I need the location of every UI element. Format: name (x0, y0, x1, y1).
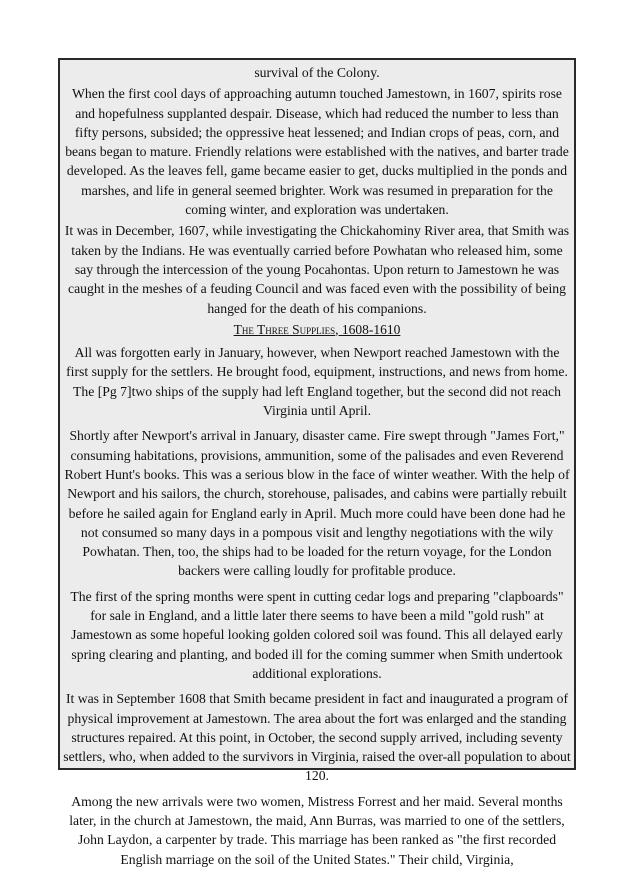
paragraph-first-supply: All was forgotten early in January, however, when Newport reached Jamestown with the first supply for the settlers. He brought food, equipment, instructions, and news from home. The [Pg 7]two ships of the supply had left England together, but the second did not reach Virginia until April. (66, 345, 568, 419)
section-heading-years: , 1608-1610 (335, 321, 401, 337)
document-body (60, 60, 574, 869)
paragraph-new-arrivals: Among the new arrivals were two women, Mistress Forrest and her maid. Several months later, in the church at Jamestown, the maid, Ann Burras, was married to one of the settlers, John Laydon, a carpenter by trade. This marriage has been ranked as "the first recorded English marriage on the soil of the United States." Their child, Virginia, (69, 793, 565, 867)
paragraph-smith-captured: It was in December, 1607, while investigating the Chickahominy River area, that Smith was taken by the Indians. He was eventually carried before Powhatan who released him, some say through the intercession of the young Pocahontas. Upon return to Jamestown he was caught in the meshes of a feuding Council and was faced even with the possibility of being hanged for the death of his companions. (64, 223, 570, 316)
section-heading (62, 320, 572, 339)
section-heading-title: The Three Supplies (233, 321, 336, 337)
paragraph-spring: The first of the spring months were spent in cutting cedar logs and preparing "clapboards" for sale in England, and a little later there seems to have been a mild "gold rush" at Jamestown as some hopeful looking golden colored soil was found. This all delayed early spring clearing and planting, and boded ill for the coming summer when Smith undertook additional explorations. (70, 588, 564, 681)
paragraph-fire: Shortly after Newport's arrival in January, disaster came. Fire swept through "James Fort," consuming habitations, provisions, ammunition, some of the palisades and even Reverend Robert Hunt's books. This was a serious blow in the face of winter weather. With the help of Newport and his sailors, the church, storehouse, palisades, and cabins were partially rebuilt before he sailed again for England early in April. Much more could have been done had he not consumed so many days in a pompous visit and lengthy negotiations with the wily Powhatan. Then, too, the ships had to be loaded for the return voyage, for the London backers were calling loudly for profitable produce. (64, 428, 570, 579)
paragraph-autumn: When the first cool days of approaching autumn touched Jamestown, in 1607, spirits rose and hopefulness supplanted despair. Disease, which had reduced the number to less than fifty persons, subsided; the oppressive heat lessened; and Indian crops of peas, corn, and beans began to mature. Friendly relations were established with the natives, and barter trade developed. As the leaves fell, game became easier to get, ducks multiplied in the ponds and marshes, and life in general seemed brighter. Work was resumed in preparation for the coming winter, and exploration was undertaken. (65, 86, 569, 218)
page-frame (58, 58, 576, 867)
paragraph-september: It was in September 1608 that Smith became president in fact and inaugurated a program of physical improvement at Jamestown. The area about the fort was enlarged and the standing structures repaired. At this point, in October, the second supply arrived, including seventy settlers, who, when added to the survivors in Virginia, raised the over-all population to about 120. (63, 691, 571, 784)
paragraph-survival: survival of the Colony. (254, 65, 380, 80)
